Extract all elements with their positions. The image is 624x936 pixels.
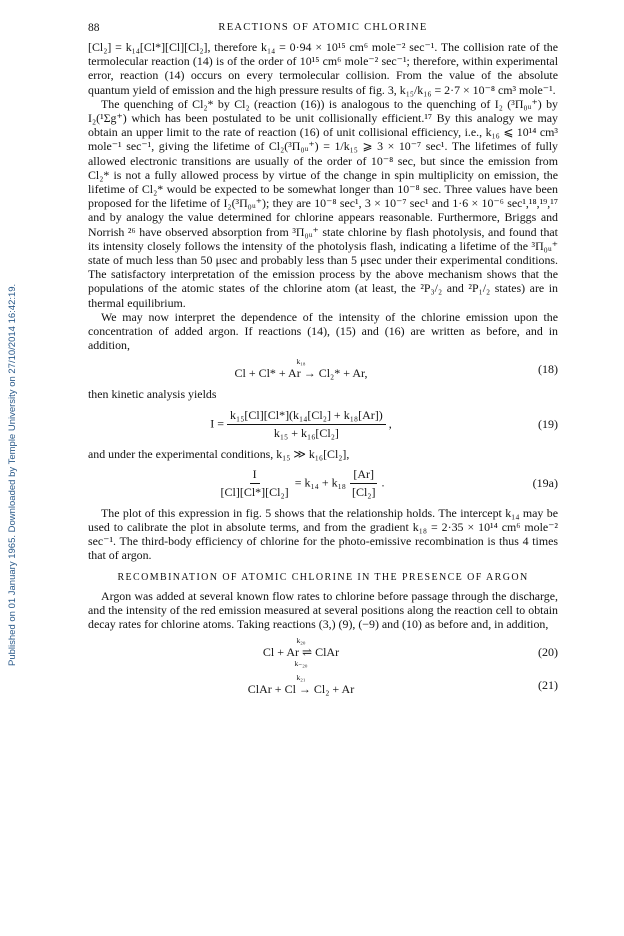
paragraph-argon-recombination: Argon was added at several known flow rates to chlorine before passage through the discharge, and the intensity of the red emission measured at several positions along the reaction cell to obtain decay rates for chlorine atoms. Taking reactions (3,) (9), (−9) and (10) as before and, in addition, — [88, 588, 558, 632]
paragraph-argon-dependence: We may now interpret the dependence of the intensity of the chlorine emission upon the concentration of added argon. If reactions (14), (15) and (16) are written as before, and in addition, — [88, 309, 558, 353]
equation-number: (18) — [538, 362, 558, 377]
reaction-20: Cl + Ar ⇌ ClAr — [262, 645, 340, 660]
reaction-18: Cl + Cl* + Ar → Cl₂* + Ar, — [234, 366, 368, 381]
numerator: [Ar] — [350, 467, 377, 484]
equation-number: (21) — [538, 678, 558, 693]
reaction-21: ClAr + Cl → Cl₂ + Ar — [247, 682, 355, 697]
section-heading: RECOMBINATION OF ATOMIC CHLORINE IN THE PRESENCE OF ARGON — [117, 571, 529, 583]
denominator: [Cl][Cl*][Cl₂] — [220, 484, 289, 499]
journal-page — [88, 22, 558, 703]
denominator: [Cl₂] — [351, 484, 376, 499]
running-title: REACTIONS OF ATOMIC CHLORINE — [218, 22, 428, 33]
paragraph-termolecular: [Cl₂] = k₁₄[Cl*][Cl][Cl₂], therefore k₁₄ = 0·94 × 10¹⁵ cm⁶ mole⁻² sec⁻¹. The collision rate of the termolecular reaction (14) is of the order of 10¹⁵ cm⁶ mole⁻² sec⁻¹; therefore, within experimental error, reaction (14) occurs on every termolecular collision. From the value of the absolute quantum yield of emission and the high pressure results of fig. 3, k₁₅/k₁₆ = 2·7 × 10⁻⁸ cm³ mole⁻¹. — [88, 40, 558, 97]
numerator: k₁₅[Cl][Cl*](k₁₄[Cl₂] + k₁₈[Ar]) — [227, 408, 386, 425]
fraction-right — [349, 467, 379, 500]
equation-lhs: I = — [210, 415, 225, 430]
running-header — [88, 22, 558, 40]
paragraph-quenching: The quenching of Cl₂* by Cl₂ (reaction (16)) is analogous to the quenching of I₂ (³Π₀ᵤ⁺) by I₂(¹Σg⁺) which has been postulated to be unit collisionally efficient.¹⁷ By this analogy we may obtain an upper limit to the rate of reaction (16) of unit collisional efficiency, i.e., k₁₆ ⩽ 10¹⁴ cm³ mole⁻¹ sec⁻¹, giving the lifetime of Cl₂(³Π₀ᵤ⁺) = 1/k₁₅ ⩾ 3 × 10⁻⁷ sec¹. The lifetimes of fully allowed electronic transitions are usually of the order of 10⁻⁸ sec, but since the emission from Cl₂* is not a fully allowed process by virtue of the change in spin multiplicity on emission, the lifetime of Cl₂* would be expected to be somewhat longer than 10⁻⁸ sec. Three values have been proposed for the lifetime of I₂(³Π₀ᵤ⁺); they are 10⁻⁸ sec¹, 3 × 10⁻⁷ sec¹ and 1·6 × 10⁻⁶ sec¹,¹⁸,¹⁹,¹⁷ and by analogy the value determined for chlorine appears reasonable. Furthermore, Briggs and Norrish ²⁶ have observed absorption from ³Π₀ᵤ⁺ state chlorine by flash photolysis, and found that its intensity closely follows the intensity of the photolysis flash, indicating a lifetime of the ³Π₀ᵤ⁺ state of much less than 50 μsec and probably less than 5 μsec under their experimental conditions. The satisfactory interpretation of the emission process by the above mechanism shows that the populations of the atomic states of the chlorine atom (at least, the ²P₃/₂ and ²P₁/₂ states) are in thermal equilibrium. — [88, 96, 558, 310]
rate-constant-k21: k₂₁ — [296, 673, 306, 683]
download-watermark: Published on 01 January 1965. Downloaded by Temple University on 27/10/2014 16:42:19. — [7, 283, 18, 667]
equation-19 — [88, 408, 558, 441]
equation-21 — [88, 674, 558, 697]
numerator: I — [250, 467, 260, 484]
equation-18 — [88, 358, 558, 381]
rate-constant-k-20: k₋₂₀ — [294, 659, 308, 669]
fraction-left — [218, 467, 292, 500]
equation-number: (20) — [538, 645, 558, 660]
equation-20 — [88, 637, 558, 668]
rate-constant-k18: k₁₈ — [296, 357, 306, 367]
paragraph-plot: The plot of this expression in fig. 5 shows that the relationship holds. The intercept k₁₄ may be used to calibrate the plot in absolute terms, and from the gradient k₁₈ = 2·35 × 10¹⁴ cm⁶ mole⁻² sec⁻¹. The third-body efficiency of chlorine for the photo-emissive recombination is thus 4 times that of argon. — [88, 505, 558, 563]
text-conditions: and under the experimental conditions, k₁₅ ≫ k₁₆[Cl₂], — [88, 446, 350, 461]
denominator: k₁₅ + k₁₆[Cl₂] — [273, 425, 339, 440]
rate-constant-k20: k₂₀ — [296, 636, 306, 646]
equation-19a — [88, 467, 558, 500]
fraction — [227, 408, 386, 441]
page-number: 88 — [88, 22, 100, 34]
equation-number: (19) — [538, 416, 558, 431]
trailing-comma: , — [388, 415, 392, 430]
equation-middle: = k₁₄ + k₁₈ — [294, 475, 346, 490]
equation-number: (19a) — [532, 475, 558, 490]
trailing-period: . — [381, 475, 385, 490]
text-kinetic-analysis: then kinetic analysis yields — [88, 387, 217, 402]
